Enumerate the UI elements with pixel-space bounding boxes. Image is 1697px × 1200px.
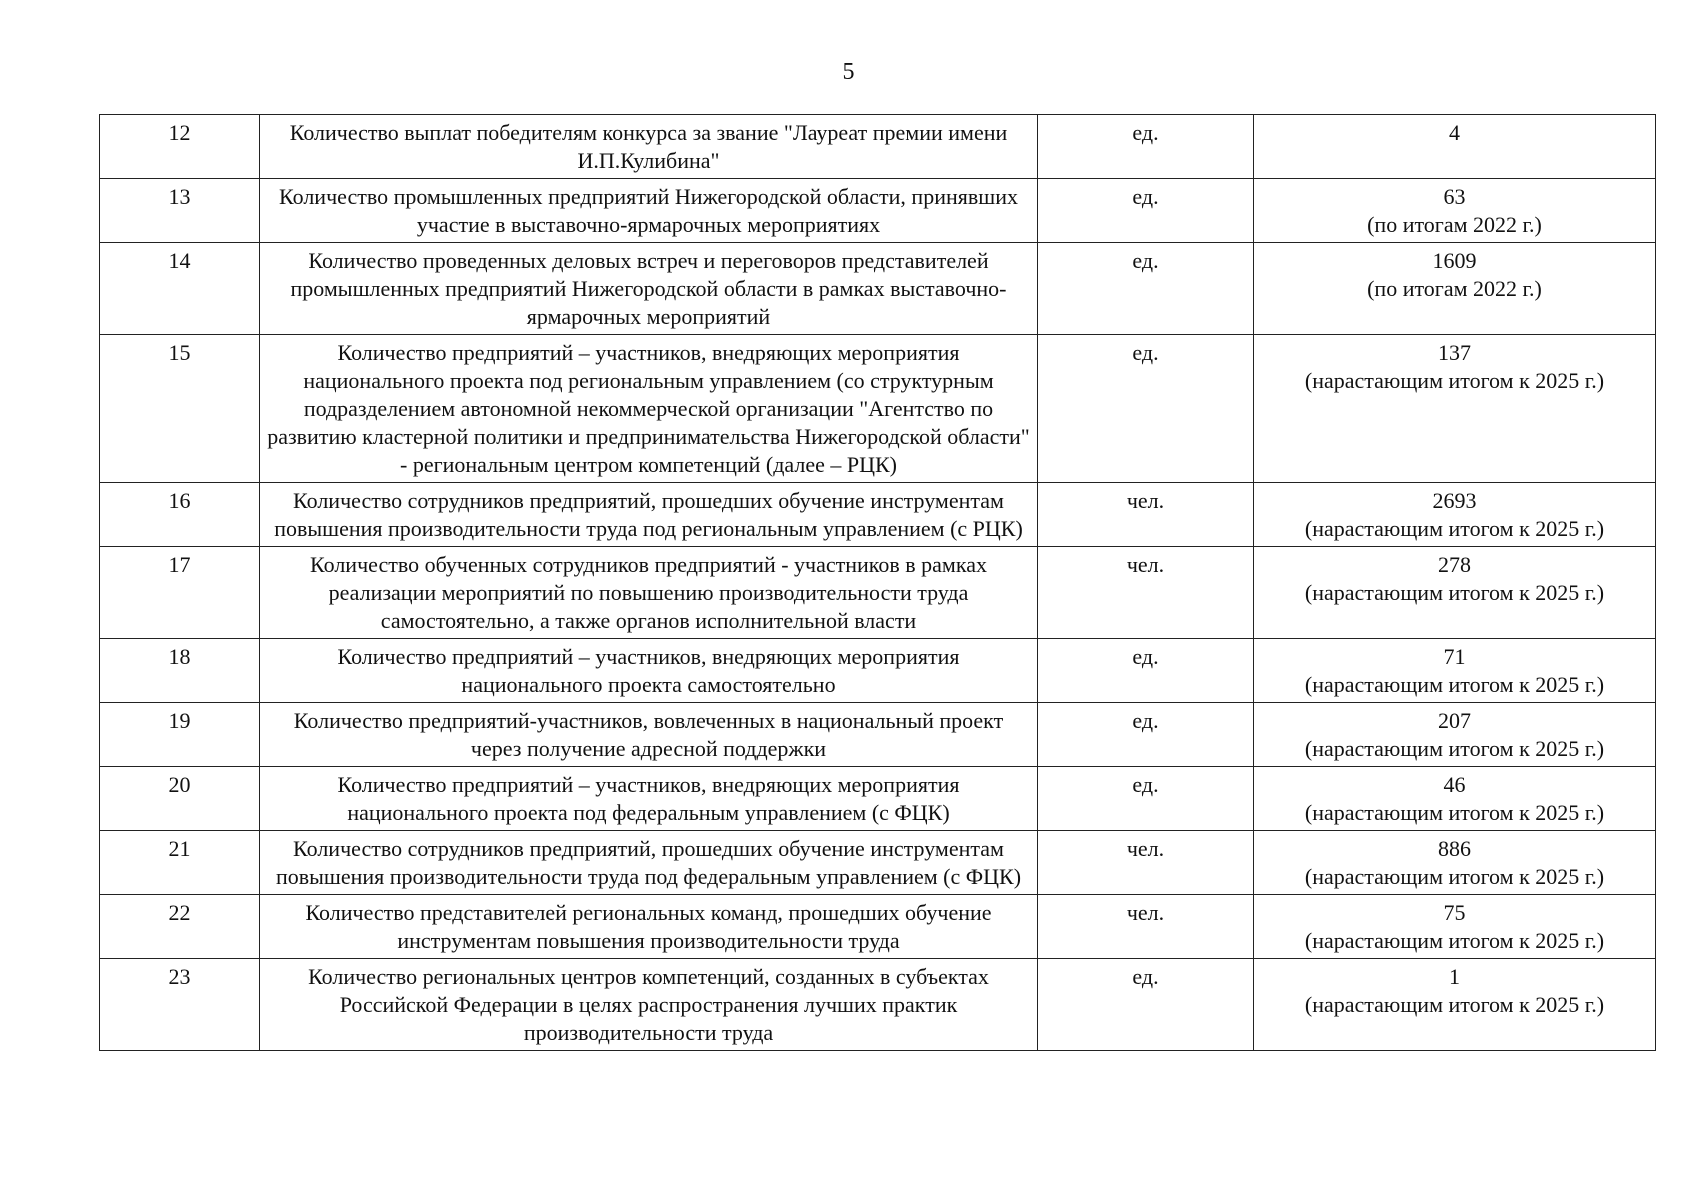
indicator-value-cell xyxy=(1254,335,1656,483)
unit-of-measure: чел. xyxy=(1038,547,1254,639)
row-number: 18 xyxy=(100,639,260,703)
unit-of-measure: ед. xyxy=(1038,639,1254,703)
indicator-name: Количество предприятий – участников, внедряющих мероприятия национального проекта под федеральным управлением (с ФЦК) xyxy=(260,767,1038,831)
unit-of-measure: ед. xyxy=(1038,703,1254,767)
table-row xyxy=(100,959,1656,1051)
indicator-name: Количество промышленных предприятий Нижегородской области, принявших участие в выставочно-ярмарочных мероприятиях xyxy=(260,179,1038,243)
row-number: 14 xyxy=(100,243,260,335)
indicator-value-cell xyxy=(1254,703,1656,767)
indicator-value-note: (нарастающим итогом к 2025 г.) xyxy=(1304,800,1605,825)
table-row xyxy=(100,639,1656,703)
row-number: 20 xyxy=(100,767,260,831)
row-number: 16 xyxy=(100,483,260,547)
indicator-value: 46 xyxy=(1443,772,1466,797)
unit-of-measure: ед. xyxy=(1038,243,1254,335)
indicator-value-note: (нарастающим итогом к 2025 г.) xyxy=(1304,516,1605,541)
indicator-value: 278 xyxy=(1438,552,1471,577)
row-number: 19 xyxy=(100,703,260,767)
table-row xyxy=(100,831,1656,895)
unit-of-measure: ед. xyxy=(1038,335,1254,483)
indicator-value: 2693 xyxy=(1432,488,1477,513)
row-number: 13 xyxy=(100,179,260,243)
indicator-name: Количество сотрудников предприятий, прошедших обучение инструментам повышения производительности труда под федеральным управлением (с ФЦК) xyxy=(260,831,1038,895)
row-number: 17 xyxy=(100,547,260,639)
unit-of-measure: чел. xyxy=(1038,895,1254,959)
indicators-table-body xyxy=(100,115,1656,1051)
unit-of-measure: ед. xyxy=(1038,767,1254,831)
table-row xyxy=(100,895,1656,959)
indicator-name: Количество обученных сотрудников предприятий - участников в рамках реализации мероприятий по повышению производительности труда самостоятельно, а также органов исполнительной власти xyxy=(260,547,1038,639)
unit-of-measure: ед. xyxy=(1038,115,1254,179)
indicator-value: 71 xyxy=(1443,644,1466,669)
indicator-value-note: (нарастающим итогом к 2025 г.) xyxy=(1304,928,1605,953)
unit-of-measure: ед. xyxy=(1038,959,1254,1051)
indicator-value-note: (по итогам 2022 г.) xyxy=(1367,212,1542,237)
indicator-name: Количество региональных центров компетенций, созданных в субъектах Российской Федерации в целях распространения лучших практик производительности труда xyxy=(260,959,1038,1051)
indicators-table xyxy=(99,114,1656,1051)
unit-of-measure: чел. xyxy=(1038,483,1254,547)
row-number: 21 xyxy=(100,831,260,895)
indicator-value: 137 xyxy=(1438,340,1471,365)
indicator-value: 207 xyxy=(1438,708,1471,733)
indicator-value-cell xyxy=(1254,547,1656,639)
indicator-name: Количество сотрудников предприятий, прошедших обучение инструментам повышения производительности труда под региональным управлением (с РЦК) xyxy=(260,483,1038,547)
indicator-value-cell xyxy=(1254,895,1656,959)
unit-of-measure: чел. xyxy=(1038,831,1254,895)
indicator-name: Количество предприятий-участников, вовлеченных в национальный проект через получение адресной поддержки xyxy=(260,703,1038,767)
indicator-value-note: (нарастающим итогом к 2025 г.) xyxy=(1304,580,1605,605)
indicator-value: 1609 xyxy=(1432,248,1477,273)
indicator-name: Количество представителей региональных команд, прошедших обучение инструментам повышения производительности труда xyxy=(260,895,1038,959)
indicator-value-note: (нарастающим итогом к 2025 г.) xyxy=(1304,992,1605,1017)
table-row xyxy=(100,335,1656,483)
indicator-value: 75 xyxy=(1443,900,1466,925)
row-number: 22 xyxy=(100,895,260,959)
indicator-value: 63 xyxy=(1443,184,1466,209)
page-number: 5 xyxy=(842,59,855,85)
table-row xyxy=(100,547,1656,639)
row-number: 23 xyxy=(100,959,260,1051)
table-row xyxy=(100,243,1656,335)
indicator-value-note: (нарастающим итогом к 2025 г.) xyxy=(1304,864,1605,889)
indicator-value-cell xyxy=(1254,831,1656,895)
table-row xyxy=(100,703,1656,767)
row-number: 12 xyxy=(100,115,260,179)
indicator-value-note: (нарастающим итогом к 2025 г.) xyxy=(1304,736,1605,761)
indicator-value: 1 xyxy=(1449,964,1460,989)
indicator-value: 4 xyxy=(1449,120,1460,145)
indicator-value-cell xyxy=(1254,179,1656,243)
indicator-name: Количество предприятий – участников, внедряющих мероприятия национального проекта самостоятельно xyxy=(260,639,1038,703)
indicator-value-cell xyxy=(1254,483,1656,547)
unit-of-measure: ед. xyxy=(1038,179,1254,243)
table-row xyxy=(100,767,1656,831)
indicator-value-cell xyxy=(1254,767,1656,831)
indicator-value: 886 xyxy=(1438,836,1471,861)
indicator-name: Количество выплат победителям конкурса за звание "Лауреат премии имени И.П.Кулибина" xyxy=(260,115,1038,179)
indicator-name: Количество предприятий – участников, внедряющих мероприятия национального проекта под региональным управлением (со структурным подразделением автономной некоммерческой организации "Агентство по развитию кластерной политики и предпринимательства Нижегородской области" - региональным центром компетенций (далее – РЦК) xyxy=(260,335,1038,483)
indicator-name: Количество проведенных деловых встреч и переговоров представителей промышленных предприятий Нижегородской области в рамках выставочно-ярмарочных мероприятий xyxy=(260,243,1038,335)
indicator-value-note: (нарастающим итогом к 2025 г.) xyxy=(1304,672,1605,697)
indicator-value-cell xyxy=(1254,115,1656,179)
row-number: 15 xyxy=(100,335,260,483)
indicator-value-note: (нарастающим итогом к 2025 г.) xyxy=(1304,368,1605,393)
indicator-value-cell xyxy=(1254,243,1656,335)
table-row xyxy=(100,483,1656,547)
indicator-value-cell xyxy=(1254,639,1656,703)
table-row xyxy=(100,179,1656,243)
table-row xyxy=(100,115,1656,179)
indicator-value-cell xyxy=(1254,959,1656,1051)
indicator-value-note: (по итогам 2022 г.) xyxy=(1367,276,1542,301)
